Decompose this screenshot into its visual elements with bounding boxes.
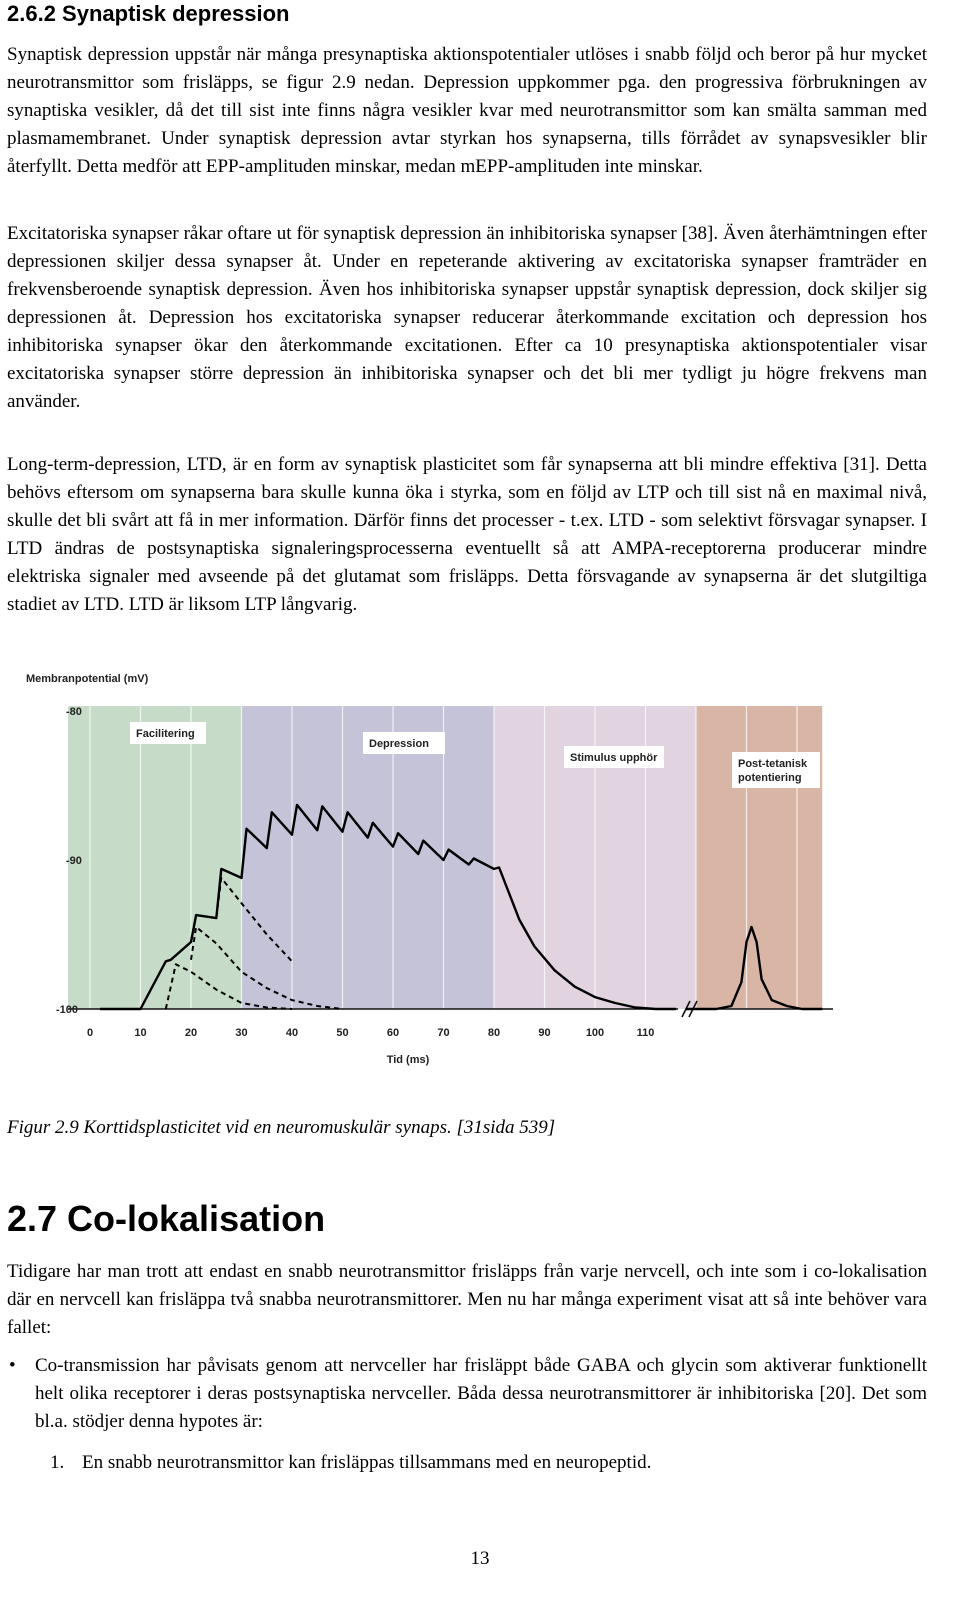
list-item-text: En snabb neurotransmittor kan frisläppas tillsammans med en neuropeptid.: [82, 1452, 652, 1473]
facilitering-region: [68, 706, 242, 1009]
list-item: [7, 1352, 927, 1436]
figure-2-9: [18, 666, 856, 1086]
list-number: 1.: [50, 1452, 65, 1473]
bullet-list: [7, 1352, 927, 1436]
list-item: [50, 1449, 920, 1477]
x-axis-title: Tid (ms): [386, 1054, 430, 1066]
x-tick-label: 100: [585, 1027, 605, 1039]
paragraph-synaptic-depression: Synaptisk depression uppstår när många presynaptiska aktionspotentialer utlöses i snabb följd och beror på hur mycket neurotransmittor som frisläpps, se figur 2.9 nedan. Depression uppkommer pga. den progressiva förbrukningen av synaptiska vesikler, då det till sist inte finns några vesikler kvar med neurotransmittor som kan smälta samman med plasmamembranet. Under synaptisk depression avtar styrkan hos synapserna, tills förrådet av synapsvesikler blir återfyllt. Detta medför att EPP-amplituden minskar, medan mEPP-amplituden inte minskar.: [7, 44, 927, 177]
bullet-text: Co-transmission har påvisats genom att nervceller har frisläppt både GABA och glycin som aktiverar funktionellt helt olika receptorer i deras postsynaptiska nervceller. Båda dessa neurotransmittorer är inhibitoriska [20]. Det som bl.a. stödjer denna hypotes är:: [35, 1355, 927, 1432]
x-tick-label: 30: [235, 1027, 248, 1039]
paragraph-ltd: Long-term-depression, LTD, är en form av synaptisk plasticitet som får synapserna att bli mindre effektiva [31]. Detta behövs eftersom om synapserna bara skulle kunna öka i styrka, som en följd av LTP och till sist nå en maximal nivå, skulle det bli svårt att få in mer information. Därför finns det processer - t.ex. LTD - som selektivt försvagar synapser. I LTD ändras de postsynaptiska signaleringsprocesserna eventuellt så att AMPA-receptorerna producerar mindre elektriska signaler med avseende på det glutamat som frisläpps. Detta försvagande av synapserna är det slutgiltiga stadiet av LTD. LTD är liksom LTP långvarig.: [7, 454, 927, 615]
region-label: Stimulus upphör: [570, 752, 658, 764]
x-tick-label: 50: [336, 1027, 349, 1039]
x-tick-label: 60: [386, 1027, 400, 1039]
y-axis-title: Membranpotential (mV): [26, 673, 149, 685]
x-tick-label: 70: [437, 1027, 450, 1039]
section-heading-2-7: 2.7 Co-lokalisation: [7, 1198, 326, 1239]
paragraph-co-localisation: Tidigare har man trott att endast en snabb neurotransmittor frisläpps från varje nervcell, och inte som i co-lokalisation där en nervcell kan frisläppa två snabba neurotransmittorer. Men nu har många experiment visat att så inte behöver vara fallet:: [7, 1261, 927, 1338]
region-label: Depression: [369, 738, 429, 750]
y-tick-label: -80: [66, 706, 82, 718]
x-tick-label: 40: [285, 1027, 299, 1039]
page-number: 13: [470, 1548, 490, 1569]
region-label: potentiering: [738, 772, 802, 784]
bullet-marker: •: [9, 1355, 16, 1376]
figure-caption: Figur 2.9 Korttidsplasticitet vid en neuromuskulär synaps. [31sida 539]: [7, 1117, 556, 1138]
numbered-list: [50, 1449, 920, 1477]
x-tick-label: 0: [86, 1027, 94, 1039]
section-heading-2-6-2: 2.6.2 Synaptisk depression: [7, 1, 290, 26]
region-label: Facilitering: [136, 728, 195, 740]
region-label: Post-tetanisk: [738, 758, 808, 770]
y-tick-label: -90: [66, 855, 82, 867]
short-term-plasticity-chart: [18, 666, 856, 1086]
x-tick-label: 80: [487, 1027, 501, 1039]
x-tick-label: 10: [134, 1027, 147, 1039]
x-tick-label: 90: [538, 1027, 551, 1039]
paragraph-excitatory-synapses: Excitatoriska synapser råkar oftare ut för synaptisk depression än inhibitoriska synapser [38]. Även återhämtningen efter depressionen skiljer dessa synapser åt. Under en repeterande aktivering av excitatoriska synapser framträder en frekvensberoende synaptisk depression. Även hos inhibitoriska synapser uppstår synaptisk depression, dock skiljer sig depressionen åt. Depression hos excitatoriska synapser reducerar återkommande excitation och depression hos inhibitoriska synapser ökar den återkommande excitationen. Efter ca 10 presynaptiska aktionspotentialer visar excitatoriska synapser större depression än inhibitoriska synapser och det bli mer tydligt ju högre frekvens man använder.: [7, 223, 927, 412]
x-tick-label: 20: [184, 1027, 198, 1039]
x-tick-label: 110: [636, 1027, 655, 1039]
y-tick-label: -100: [56, 1004, 79, 1016]
